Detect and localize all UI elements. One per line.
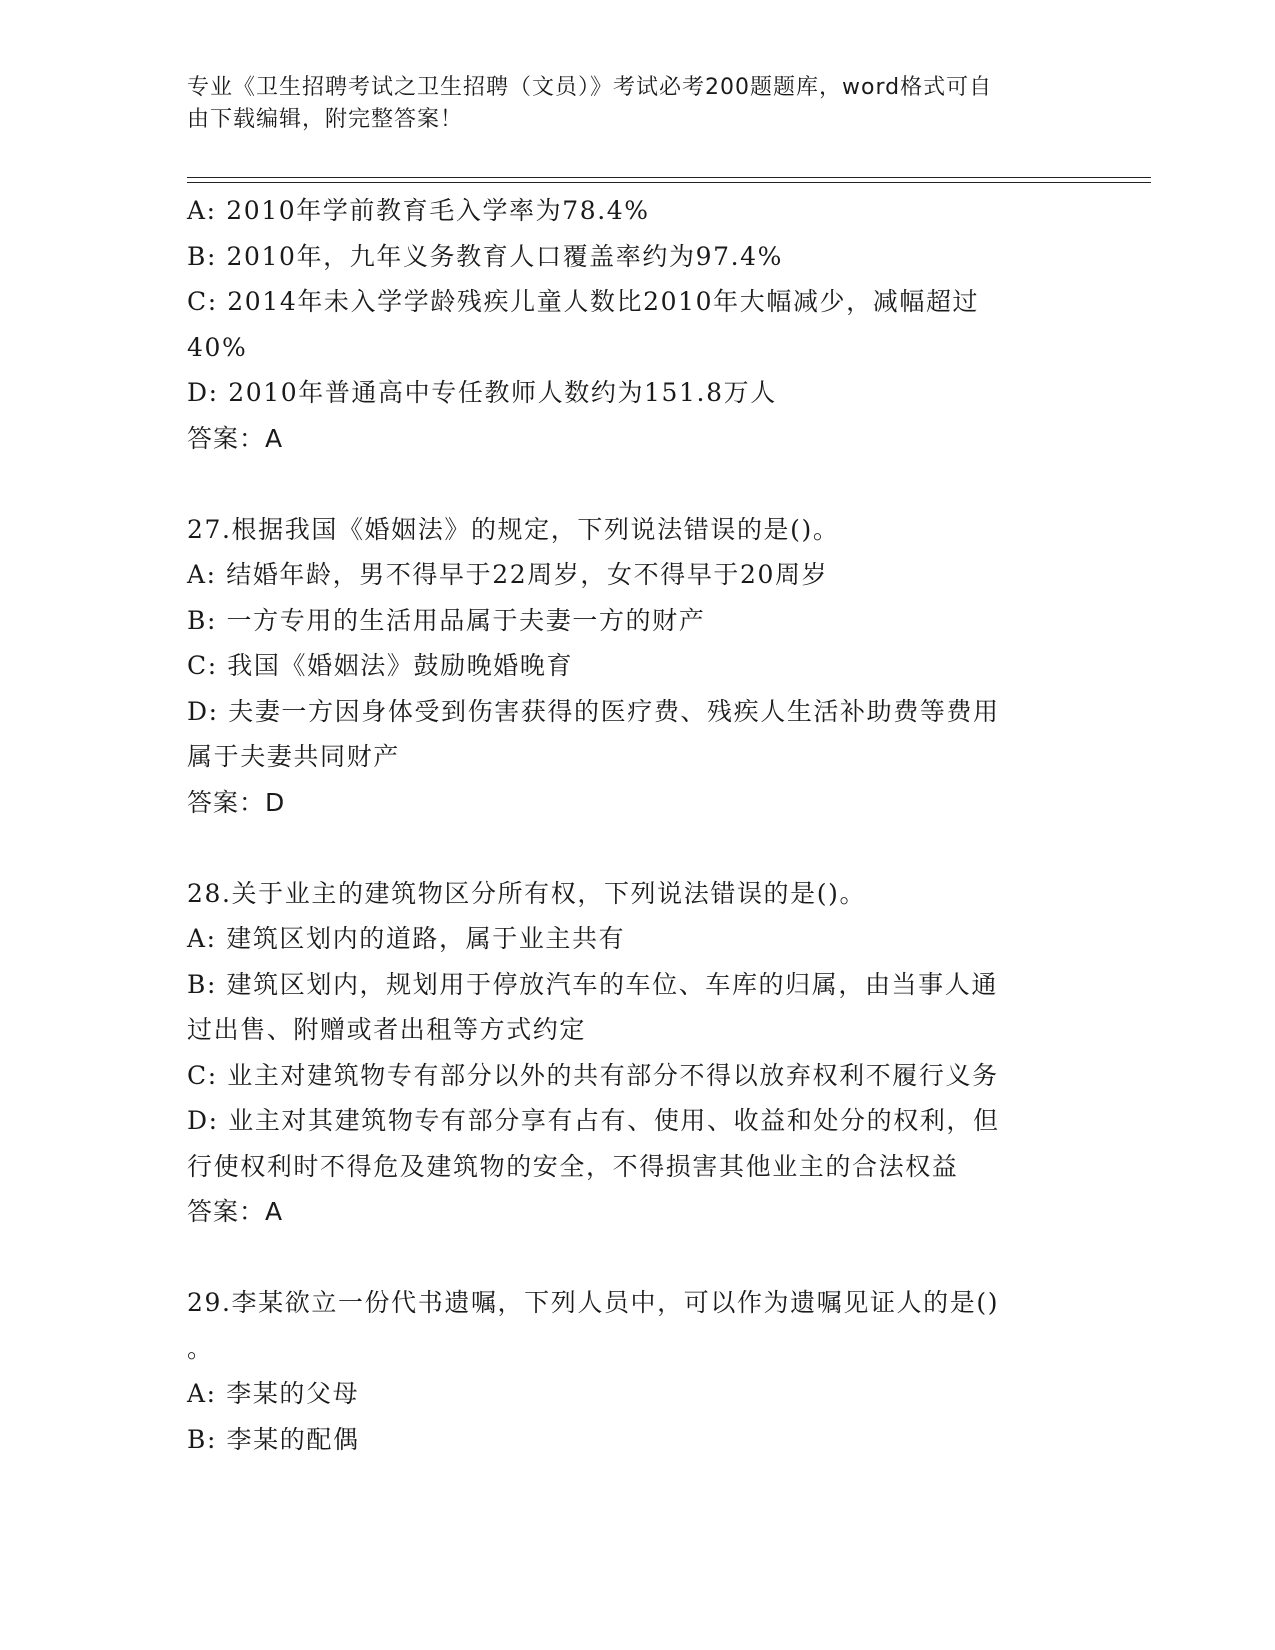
answer: 答案：A	[187, 1197, 284, 1226]
option-d-line-1: D: 夫妻一方因身体受到伤害获得的医疗费、残疾人生活补助费等费用	[187, 696, 1000, 726]
option-a: A: 2010年学前教育毛入学率为78.4%	[187, 196, 650, 225]
option-b: B: 李某的配偶	[187, 1424, 360, 1454]
option-d-line-1: D: 业主对其建筑物专有部分享有占有、使用、收益和处分的权利，但	[187, 1106, 1000, 1135]
question-stem-line-1: 29.李某欲立一份代书遗嘱，下列人员中，可以作为遗嘱见证人的是()	[187, 1288, 1000, 1317]
option-b-line-2: 过出售、附赠或者出租等方式约定	[187, 1015, 587, 1044]
option-c-line-1: C: 2014年未入学学龄残疾儿童人数比2010年大幅减少，减幅超过	[187, 287, 980, 316]
answer: 答案：D	[187, 787, 286, 817]
header-line-2: 由下载编辑，附完整答案！	[187, 107, 464, 132]
option-d-line-2: 行使权利时不得危及建筑物的安全，不得损害其他业主的合法权益	[187, 1151, 959, 1181]
spacer	[187, 825, 1067, 871]
option-c: C: 业主对建筑物专有部分以外的共有部分不得以放弃权利不履行义务	[187, 1060, 999, 1090]
option-a: A: 李某的父母	[187, 1379, 360, 1408]
option-c: C: 我国《婚姻法》鼓励晚婚晚育	[187, 651, 574, 680]
spacer	[187, 1235, 1067, 1281]
question-28	[187, 871, 1067, 1235]
option-a: A: 结婚年龄，男不得早于22周岁，女不得早于20周岁	[187, 560, 829, 589]
option-b: B: 一方专用的生活用品属于夫妻一方的财产	[187, 605, 706, 635]
option-d: D: 2010年普通高中专任教师人数约为151.8万人	[187, 378, 777, 407]
header-divider-bottom	[187, 182, 1151, 183]
document-header	[187, 72, 1067, 136]
option-d-line-2: 属于夫妻共同财产	[187, 742, 400, 771]
option-c-line-2: 40%	[187, 332, 248, 362]
option-b: B: 2010年，九年义务教育人口覆盖率约为97.4%	[187, 241, 783, 271]
question-stem: 28.关于业主的建筑物区分所有权，下列说法错误的是()。	[187, 878, 867, 908]
question-29	[187, 1280, 1067, 1462]
spacer	[187, 461, 1067, 507]
question-stem-line-2: 。	[187, 1333, 214, 1363]
option-b-line-1: B: 建筑区划内，规划用于停放汽车的车位、车库的归属，由当事人通	[187, 969, 998, 999]
header-divider-top	[187, 177, 1151, 178]
option-a: A: 建筑区划内的道路，属于业主共有	[187, 924, 626, 953]
question-27	[187, 507, 1067, 826]
question-stem: 27.根据我国《婚姻法》的规定，下列说法错误的是()。	[187, 514, 840, 544]
document-body	[187, 188, 1067, 1462]
header-line-1: 专业《卫生招聘考试之卫生招聘（文员）》考试必考200题题库，word格式可自	[187, 75, 993, 100]
answer: 答案：A	[187, 423, 284, 453]
question-26	[187, 188, 1067, 461]
